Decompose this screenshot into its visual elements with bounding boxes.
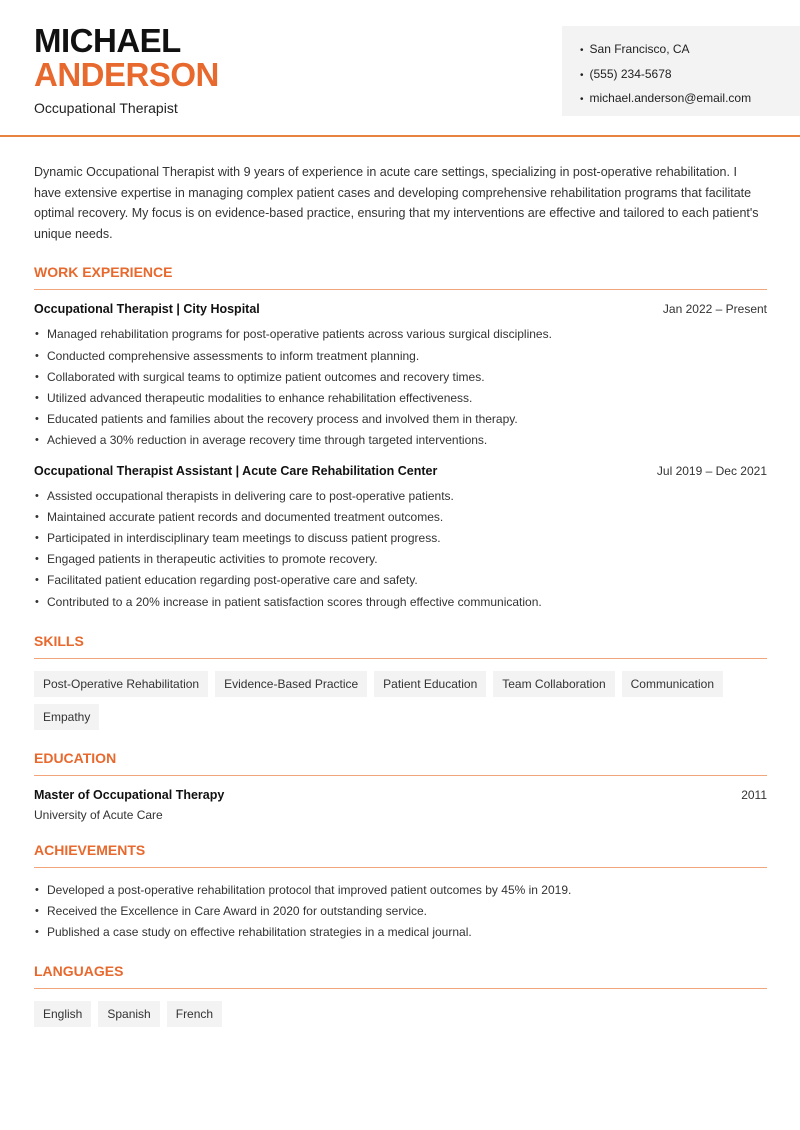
job-bullet: • Educated patients and families about the recovery process and involved them in therapy. xyxy=(34,409,767,430)
section-heading: WORK EXPERIENCE xyxy=(34,264,767,290)
job-role: Occupational Therapist xyxy=(34,100,178,116)
job-title: Occupational Therapist | City Hospital xyxy=(34,302,260,317)
skill-chip: Patient Education xyxy=(374,671,486,697)
achievement-item: • Developed a post-operative rehabilitation protocol that improved patient outcomes by 45% in 2019. xyxy=(34,880,767,901)
job-bullet: • Engaged patients in therapeutic activities to promote recovery. xyxy=(34,549,767,570)
job-bullet: • Participated in interdisciplinary team meetings to discuss patient progress. xyxy=(34,528,767,549)
job-bullet: • Maintained accurate patient records and documented treatment outcomes. xyxy=(34,507,767,528)
resume-header xyxy=(0,0,800,137)
language-chip: Spanish xyxy=(98,1001,159,1027)
languages-section xyxy=(34,963,767,1027)
job-title: Occupational Therapist Assistant | Acute Care Rehabilitation Center xyxy=(34,463,438,478)
contact-location: • San Francisco, CA xyxy=(580,38,800,63)
work-experience-section xyxy=(34,264,767,612)
graduation-year: 2011 xyxy=(741,787,767,802)
contact-email: • michael.anderson@email.com xyxy=(580,87,800,112)
skill-chip: Post-Operative Rehabilitation xyxy=(34,671,208,697)
achievement-item: • Published a case study on effective rehabilitation strategies in a medical journal. xyxy=(34,922,767,943)
last-name: ANDERSON xyxy=(34,56,219,93)
job-date: Jan 2022 – Present xyxy=(662,302,767,317)
skill-chip: Communication xyxy=(622,671,723,697)
section-heading: LANGUAGES xyxy=(34,963,767,989)
skill-chip: Team Collaboration xyxy=(493,671,614,697)
skill-chip: Empathy xyxy=(34,704,99,730)
contact-phone: • (555) 234-5678 xyxy=(580,63,800,88)
language-chip: English xyxy=(34,1001,91,1027)
job-date: Jul 2019 – Dec 2021 xyxy=(656,463,767,478)
language-chip: French xyxy=(167,1001,222,1027)
school: University of Acute Care xyxy=(34,807,163,822)
skill-chip: Evidence-Based Practice xyxy=(215,671,367,697)
job-bullet: • Managed rehabilitation programs for post-operative patients across various surgical disciplines. xyxy=(34,324,767,345)
job-bullet: • Facilitated patient education regarding post-operative care and safety. xyxy=(34,570,767,591)
degree: Master of Occupational Therapy xyxy=(34,787,225,802)
job-bullet: • Assisted occupational therapists in delivering care to post-operative patients. xyxy=(34,486,767,507)
job-bullet: • Contributed to a 20% increase in patient satisfaction scores through effective communication. xyxy=(34,592,767,613)
section-heading: ACHIEVEMENTS xyxy=(34,842,767,868)
skills-section xyxy=(34,633,767,730)
education-section xyxy=(34,750,767,822)
achievements-section xyxy=(34,842,767,944)
job-entry xyxy=(34,302,767,451)
resume-body xyxy=(34,162,767,1027)
achievement-item: • Received the Excellence in Care Award in 2020 for outstanding service. xyxy=(34,901,767,922)
job-bullet: • Utilized advanced therapeutic modalities to enhance rehabilitation effectiveness. xyxy=(34,388,767,409)
contact-box xyxy=(562,26,800,116)
first-name: MICHAEL xyxy=(34,22,181,59)
job-bullet: • Conducted comprehensive assessments to inform treatment planning. xyxy=(34,346,767,367)
section-heading: EDUCATION xyxy=(34,750,767,776)
section-heading: SKILLS xyxy=(34,633,767,659)
job-bullet: • Achieved a 30% reduction in average recovery time through targeted interventions. xyxy=(34,430,767,451)
job-entry xyxy=(34,464,767,613)
summary: Dynamic Occupational Therapist with 9 years of experience in acute care settings, specializing in post-operative rehabilitation. I have extensive expertise in managing complex patient cases and developing comprehensive rehabilitation programs that facilitate optimal recovery. My focus is on evidence-based practice, ensuring that my interventions are effective and tailored to each patient's unique needs. xyxy=(34,165,759,241)
job-bullet: • Collaborated with surgical teams to optimize patient outcomes and recovery times. xyxy=(34,367,767,388)
